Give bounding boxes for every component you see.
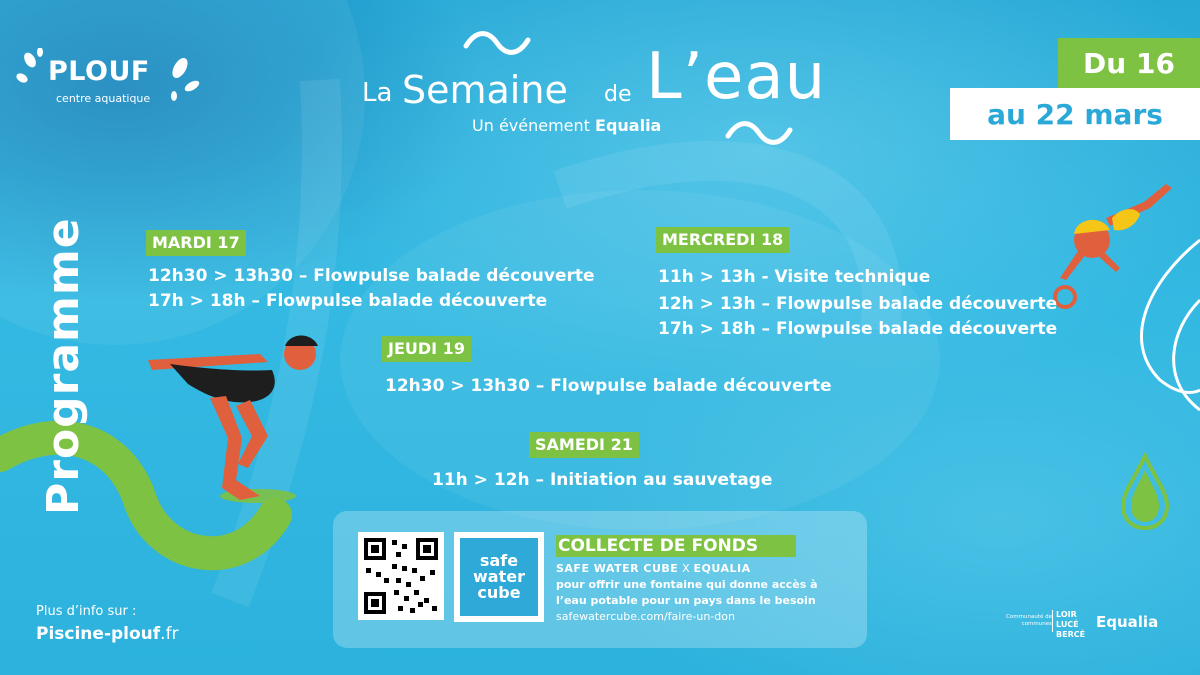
- logo-name: PLOUF: [48, 56, 150, 87]
- water-drop-icon: [1117, 452, 1173, 532]
- slot-mercredi-1: 11h > 13h - Visite technique: [658, 267, 931, 287]
- safe-water-cube-logo: [454, 532, 544, 622]
- date-to: au 22 mars: [950, 88, 1200, 140]
- qr-code-icon[interactable]: [358, 532, 444, 620]
- title-subtitle: [472, 116, 661, 135]
- cube-line-3: cube: [477, 583, 521, 602]
- community-logo: LOIR LUCÉ BERCÉ: [1052, 610, 1078, 632]
- fundraiser-url[interactable]: safewatercube.com/faire-un-don: [556, 610, 735, 623]
- fundraiser-partner: EQUALIA: [693, 562, 751, 575]
- wave-icon: [724, 118, 794, 148]
- equalia-logo: Equalia: [1096, 613, 1159, 631]
- slot-mardi-1: 12h30 > 13h30 – Flowpulse balade découverte: [148, 266, 595, 286]
- title-leau: L’eau: [646, 40, 827, 114]
- slot-mercredi-3: 17h > 18h – Flowpulse balade découverte: [658, 319, 1058, 339]
- cube-line-1: safe: [479, 551, 519, 570]
- fundraiser-brand: SAFE WATER CUBE: [556, 562, 679, 575]
- info-label: Plus d’info sur :: [36, 604, 137, 619]
- slot-samedi-1: 11h > 12h – Initiation au sauvetage: [432, 470, 773, 490]
- community-label: Communauté de communes: [1006, 614, 1052, 627]
- fundraiser-brand-x: X: [682, 562, 690, 575]
- day-tag-samedi: SAMEDI 21: [529, 432, 639, 458]
- event-title: [362, 38, 862, 148]
- slot-mardi-2: 17h > 18h – Flowpulse balade découverte: [148, 291, 548, 311]
- day-tag-mercredi: MERCREDI 18: [656, 227, 789, 253]
- programme-label: Programme: [38, 217, 89, 515]
- title-de: de: [604, 82, 632, 107]
- swimmer-illustration: [140, 328, 330, 528]
- day-tag-jeudi: JEUDI 19: [382, 336, 471, 362]
- website-main: Piscine-plouf: [36, 624, 161, 644]
- title-semaine: Semaine: [402, 68, 568, 112]
- fundraiser-line-1: pour offrir une fontaine qui donne accès à: [556, 578, 818, 591]
- subtitle-prefix: Un événement: [472, 116, 590, 135]
- slot-jeudi-1: 12h30 > 13h30 – Flowpulse balade découverte: [385, 376, 832, 396]
- subtitle-brand: Equalia: [595, 116, 662, 135]
- website-tld: .fr: [160, 624, 179, 644]
- fundraiser-brand-line: [556, 561, 818, 577]
- logo-subtitle: centre aquatique: [56, 92, 151, 105]
- fundraiser-description: [556, 561, 818, 625]
- diver-illustration: [1040, 168, 1180, 298]
- website-link[interactable]: [36, 624, 179, 644]
- slot-mercredi-2: 12h > 13h – Flowpulse balade découverte: [658, 294, 1058, 314]
- cube-line-2: water: [473, 567, 525, 586]
- fundraiser-heading: COLLECTE DE FONDS: [556, 535, 796, 557]
- day-tag-mardi: MARDI 17: [146, 230, 246, 256]
- title-la: La: [362, 78, 393, 108]
- fundraiser-line-2: l’eau potable pour un pays dans le besoin: [556, 594, 816, 607]
- wave-icon: [462, 28, 532, 58]
- plouf-logo[interactable]: [14, 48, 204, 118]
- date-from: Du 16: [1058, 38, 1200, 88]
